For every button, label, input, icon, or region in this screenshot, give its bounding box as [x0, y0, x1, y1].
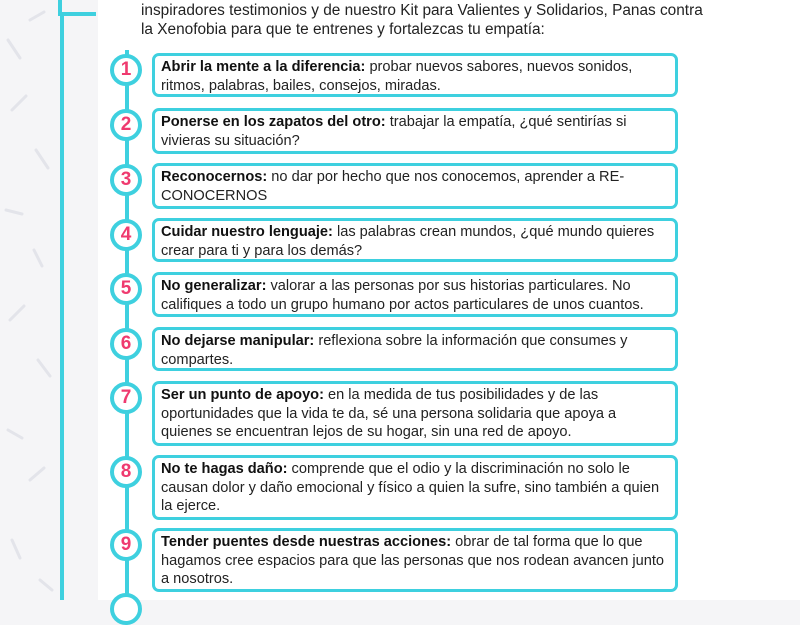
step-title: Ponerse en los zapatos del otro: [161, 114, 386, 130]
step-description: comprende que el odio y la discriminación no solo le causan dolor y daño emocional y físico a quien la sufre, sino también a quien la ejerce. [161, 461, 660, 514]
step-title: Reconocernos: [161, 169, 268, 185]
step-number-badge: 1 [110, 54, 142, 86]
step-number-badge: 5 [110, 273, 142, 305]
step-number-badge: 6 [110, 328, 142, 360]
step-number-badge: 7 [110, 382, 142, 414]
step-description: probar nuevos sabores, nuevos sonidos, ritmos, palabras, bailes, consejos, miradas. [161, 59, 633, 94]
step-text-box [152, 327, 678, 371]
step-number-badge: 9 [110, 529, 142, 561]
step-title: Cuidar nuestro lenguaje: [161, 224, 333, 240]
step-number-badge: 2 [110, 109, 142, 141]
step-description: en la medida de tus posibilidades y de las oportunidades que la vida te da, sé una persona solidaria que apoya a quienes se encuentran lejos de su hogar, sin una red de apoyo. [161, 387, 617, 440]
step-number-badge: 3 [110, 164, 142, 196]
step-text-box [152, 528, 678, 592]
step-text-box [152, 218, 678, 262]
step-title: Abrir la mente a la diferencia: [161, 59, 366, 75]
intro-paragraph [141, 1, 741, 39]
step-text-box [152, 381, 678, 446]
step-description: trabajar la empatía, ¿qué sentirías si vivieras su situación? [161, 114, 627, 149]
intro-line-2: la Xenofobia para que te entrenes y fortalezcas tu empatía: [141, 21, 545, 38]
step-description: no dar por hecho que nos conocemos, aprender a RE-CONOCERNOS [161, 169, 625, 204]
step-title: Tender puentes desde nuestras acciones: [161, 534, 452, 550]
next-step-circle-partial [110, 593, 142, 625]
step-text-box [152, 108, 678, 154]
step-title: No generalizar: [161, 278, 267, 294]
frame-border-line [60, 12, 64, 600]
step-description: reflexiona sobre la información que consumes y compartes. [161, 333, 628, 368]
step-text-box [152, 272, 678, 317]
step-description: obrar de tal forma que lo que hagamos cree espacios para que las personas que nos rodean avancen junto a nosotros. [161, 534, 665, 587]
intro-line-1: inspiradores testimonios y de nuestro Kit para Valientes y Solidarios, Panas contra [141, 2, 703, 19]
step-text-box [152, 455, 678, 520]
step-number-badge: 8 [110, 456, 142, 488]
step-title: No te hagas daño: [161, 461, 288, 477]
step-description: las palabras crean mundos, ¿qué mundo quieres crear para ti y para los demás? [161, 224, 655, 259]
step-text-box [152, 53, 678, 97]
step-title: Ser un punto de apoyo: [161, 387, 324, 403]
step-description: valorar a las personas por sus historias particulares. No califiques a todo un grupo humano por actos particulares de unos cuantos. [161, 278, 644, 313]
step-text-box [152, 163, 678, 209]
step-number-badge: 4 [110, 219, 142, 251]
step-title: No dejarse manipular: [161, 333, 315, 349]
